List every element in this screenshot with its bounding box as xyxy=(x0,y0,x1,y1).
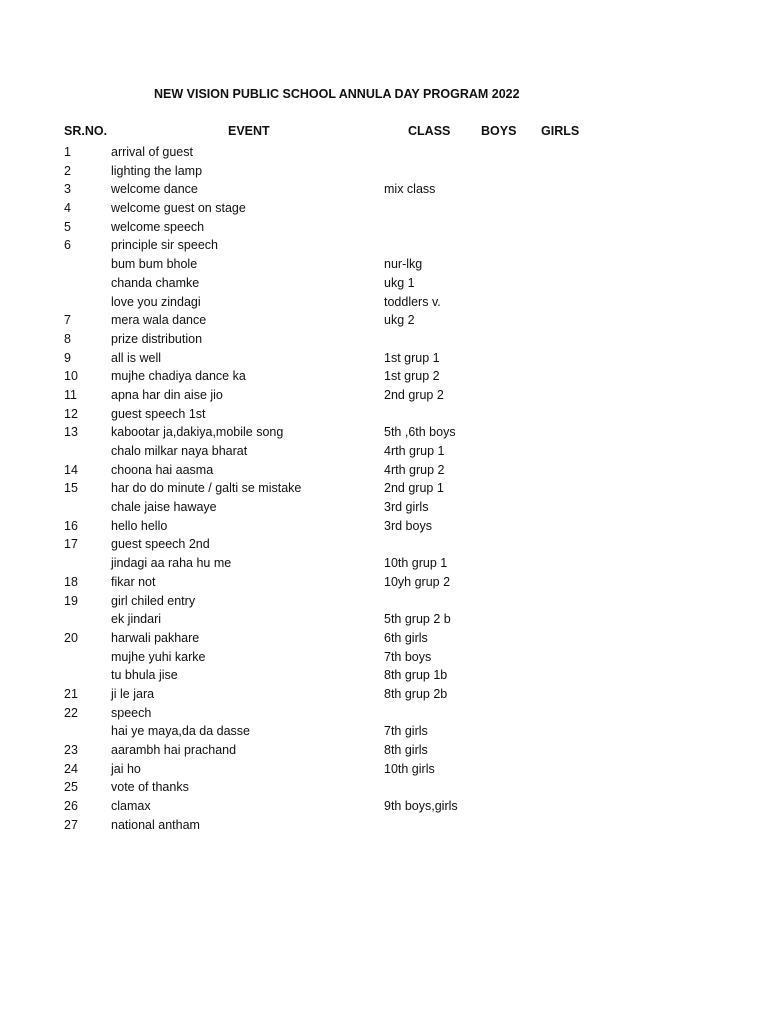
row-event: clamax xyxy=(111,799,151,814)
row-class: 2nd grup 2 xyxy=(384,387,444,402)
row-event: kabootar ja,dakiya,mobile song xyxy=(111,425,284,440)
table-row xyxy=(0,685,768,704)
row-class: 2nd grup 1 xyxy=(384,481,444,496)
row-class: nur-lkg xyxy=(384,257,423,272)
row-event: chalo milkar naya bharat xyxy=(111,444,248,458)
row-class: 1st grup 1 xyxy=(384,350,440,365)
row-event: all is well xyxy=(111,350,162,365)
header-class: CLASS xyxy=(408,124,451,138)
row-event: harwali pakhare xyxy=(111,630,200,645)
row-event: welcome speech xyxy=(111,219,205,234)
table-row xyxy=(0,704,768,723)
header-event: EVENT xyxy=(228,124,270,138)
row-class: 5th ,6th boys xyxy=(384,425,456,440)
table-row xyxy=(0,741,768,760)
row-class: 7th girls xyxy=(384,724,428,739)
row-event: mera wala dance xyxy=(111,313,207,328)
row-sr-no: 16 xyxy=(64,518,78,533)
row-sr-no: 18 xyxy=(64,574,78,589)
row-sr-no: 8 xyxy=(64,331,71,346)
table-row xyxy=(0,367,768,386)
row-event: fikar not xyxy=(111,574,156,589)
row-event: vote of thanks xyxy=(111,780,189,795)
row-sr-no: 13 xyxy=(64,425,78,440)
row-sr-no: 26 xyxy=(64,799,78,814)
document-title: NEW VISION PUBLIC SCHOOL ANNULA DAY PROGRAM 2022 xyxy=(154,87,520,101)
row-sr-no: 21 xyxy=(64,686,78,701)
table-row xyxy=(0,722,768,741)
row-event: welcome dance xyxy=(111,182,198,197)
row-sr-no: 2 xyxy=(64,163,71,178)
row-sr-no: 10 xyxy=(64,369,78,384)
table-row xyxy=(0,386,768,405)
row-sr-no: 15 xyxy=(64,481,78,496)
row-class: ukg 2 xyxy=(384,313,415,328)
table-row xyxy=(0,162,768,181)
row-sr-no: 14 xyxy=(64,462,78,477)
row-class: 10yh grup 2 xyxy=(384,574,451,589)
row-class: 8th grup 1b xyxy=(384,668,448,683)
row-event: apna har din aise jio xyxy=(111,387,223,402)
table-row xyxy=(0,218,768,237)
row-event: chale jaise hawaye xyxy=(111,500,217,515)
table-row xyxy=(0,629,768,648)
row-class: 4rth grup 1 xyxy=(384,444,445,458)
row-sr-no: 4 xyxy=(64,201,71,216)
row-event: arrival of guest xyxy=(111,145,193,159)
row-class: 3rd girls xyxy=(384,500,429,515)
table-row xyxy=(0,517,768,536)
row-class: mix class xyxy=(384,182,436,197)
row-class: 10th girls xyxy=(384,761,435,776)
row-event: choona hai aasma xyxy=(111,462,214,477)
table-header xyxy=(0,124,768,142)
row-class: 9th boys,girls xyxy=(384,799,458,814)
table-row xyxy=(0,405,768,424)
row-class: 3rd boys xyxy=(384,518,432,533)
table-row xyxy=(0,274,768,293)
row-sr-no: 27 xyxy=(64,817,78,832)
row-event: speech xyxy=(111,705,152,720)
row-event: girl chiled entry xyxy=(111,593,196,608)
row-event: aarambh hai prachand xyxy=(111,743,237,757)
row-sr-no: 1 xyxy=(64,145,71,159)
table-row xyxy=(0,610,768,629)
table-row xyxy=(0,573,768,592)
table-row xyxy=(0,666,768,685)
row-class: 6th girls xyxy=(384,630,428,645)
row-event: ek jindari xyxy=(111,612,162,627)
row-event: welcome guest on stage xyxy=(111,201,246,216)
table-row xyxy=(0,293,768,312)
row-class: 7th boys xyxy=(384,649,432,664)
table-row xyxy=(0,592,768,611)
row-event: tu bhula jise xyxy=(111,668,178,683)
row-event: guest speech 1st xyxy=(111,406,206,421)
row-sr-no: 25 xyxy=(64,780,78,795)
table-row xyxy=(0,648,768,667)
row-class: ukg 1 xyxy=(384,275,415,290)
row-event: mujhe chadiya dance ka xyxy=(111,369,246,384)
table-row xyxy=(0,311,768,330)
row-sr-no: 11 xyxy=(64,387,77,402)
table-row xyxy=(0,797,768,816)
header-sr-no: SR.NO. xyxy=(64,124,108,138)
row-class: 8th girls xyxy=(384,743,428,757)
table-row xyxy=(0,554,768,573)
row-sr-no: 7 xyxy=(64,313,71,328)
row-event: principle sir speech xyxy=(111,238,218,253)
row-event: guest speech 2nd xyxy=(111,537,210,552)
table-row xyxy=(0,236,768,255)
row-class: 10th grup 1 xyxy=(384,556,448,571)
program-table-body xyxy=(0,143,768,834)
table-row xyxy=(0,760,768,779)
row-class: 8th grup 2b xyxy=(384,686,448,701)
row-event: har do do minute / galti se mistake xyxy=(111,481,302,496)
table-row xyxy=(0,535,768,554)
row-event: prize distribution xyxy=(111,331,203,346)
row-sr-no: 9 xyxy=(64,350,71,365)
table-row xyxy=(0,143,768,162)
header-girls: GIRLS xyxy=(541,124,580,138)
table-row xyxy=(0,816,768,835)
row-event: love you zindagi xyxy=(111,294,201,309)
row-sr-no: 20 xyxy=(64,630,78,645)
row-class: 5th grup 2 b xyxy=(384,612,451,627)
table-row xyxy=(0,349,768,368)
row-class: toddlers v. xyxy=(384,294,441,309)
table-row xyxy=(0,180,768,199)
row-event: hai ye maya,da da dasse xyxy=(111,724,250,739)
row-sr-no: 23 xyxy=(64,743,78,757)
row-event: lighting the lamp xyxy=(111,163,203,178)
row-sr-no: 17 xyxy=(64,537,78,552)
row-event: chanda chamke xyxy=(111,275,200,290)
table-row xyxy=(0,778,768,797)
table-row xyxy=(0,461,768,480)
row-event: jai ho xyxy=(111,761,141,776)
row-sr-no: 5 xyxy=(64,219,71,234)
row-event: ji le jara xyxy=(111,686,155,701)
row-sr-no: 24 xyxy=(64,761,78,776)
table-row xyxy=(0,255,768,274)
row-sr-no: 6 xyxy=(64,238,71,253)
table-row xyxy=(0,330,768,349)
table-row xyxy=(0,442,768,461)
row-event: jindagi aa raha hu me xyxy=(111,556,232,571)
table-row xyxy=(0,199,768,218)
row-event: bum bum bhole xyxy=(111,257,198,272)
row-sr-no: 19 xyxy=(64,593,78,608)
row-sr-no: 22 xyxy=(64,705,78,720)
row-class: 1st grup 2 xyxy=(384,369,440,384)
row-event: national antham xyxy=(111,817,200,832)
table-row xyxy=(0,479,768,498)
table-row xyxy=(0,423,768,442)
row-event: mujhe yuhi karke xyxy=(111,649,206,664)
row-sr-no: 12 xyxy=(64,406,78,421)
row-event: hello hello xyxy=(111,518,168,533)
row-class: 4rth grup 2 xyxy=(384,462,445,477)
table-row xyxy=(0,498,768,517)
row-sr-no: 3 xyxy=(64,182,71,197)
header-boys: BOYS xyxy=(481,124,517,138)
